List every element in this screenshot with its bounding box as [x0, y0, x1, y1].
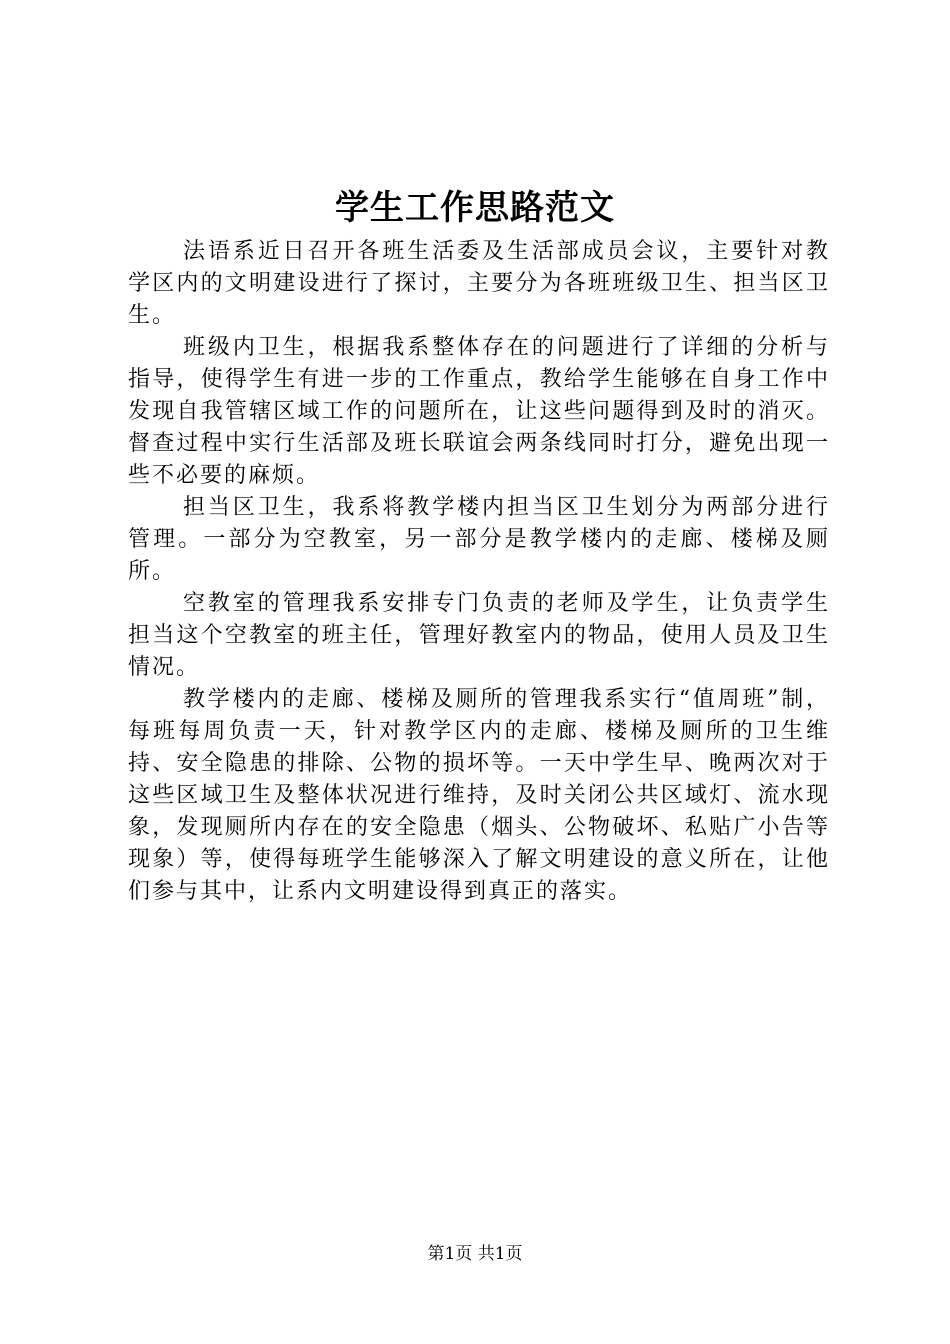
paragraph-2: 班级内卫生，根据我系整体存在的问题进行了详细的分析与指导，使得学生有进一步的工作重点，教给学生能够在自身工作中发现自我管辖区域工作的问题所在，让这些问题得到及时的消灭。督查过程中实行生活部及班长联谊会两条线同时打分，避免出现一些不必要的麻烦。 — [128, 335, 830, 488]
paragraph-4: 空教室的管理我系安排专门负责的老师及学生，让负责学生担当这个空教室的班主任，管理好教室内的物品，使用人员及卫生情况。 — [128, 591, 830, 680]
paragraph-3: 担当区卫生，我系将教学楼内担当区卫生划分为两部分进行管理。一部分为空教室，另一部分是教学楼内的走廊、楼梯及厕所。 — [128, 495, 830, 584]
page-footer: 第1页 共1页 — [427, 1244, 523, 1264]
paragraph-5: 教学楼内的走廊、楼梯及厕所的管理我系实行“值周班”制，每班每周负责一天，针对教学区内的走廊、楼梯及厕所的卫生维持、安全隐患的排除、公物的损坏等。一天中学生早、晚两次对于这些区域卫生及整体状况进行维持，及时关闭公共区域灯、流水现象，发现厕所内存在的安全隐患（烟头、公物破坏、私贴广小告等现象）等，使得每班学生能够深入了解文明建设的意义所在，让他们参与其中，让系内文明建设得到真正的落实。 — [128, 687, 830, 904]
document-title: 学生工作思路范文 — [335, 188, 615, 228]
document-body — [128, 236, 830, 908]
paragraph-1: 法语系近日召开各班生活委及生活部成员会议，主要针对教学区内的文明建设进行了探讨，主要分为各班班级卫生、担当区卫生。 — [128, 239, 830, 328]
